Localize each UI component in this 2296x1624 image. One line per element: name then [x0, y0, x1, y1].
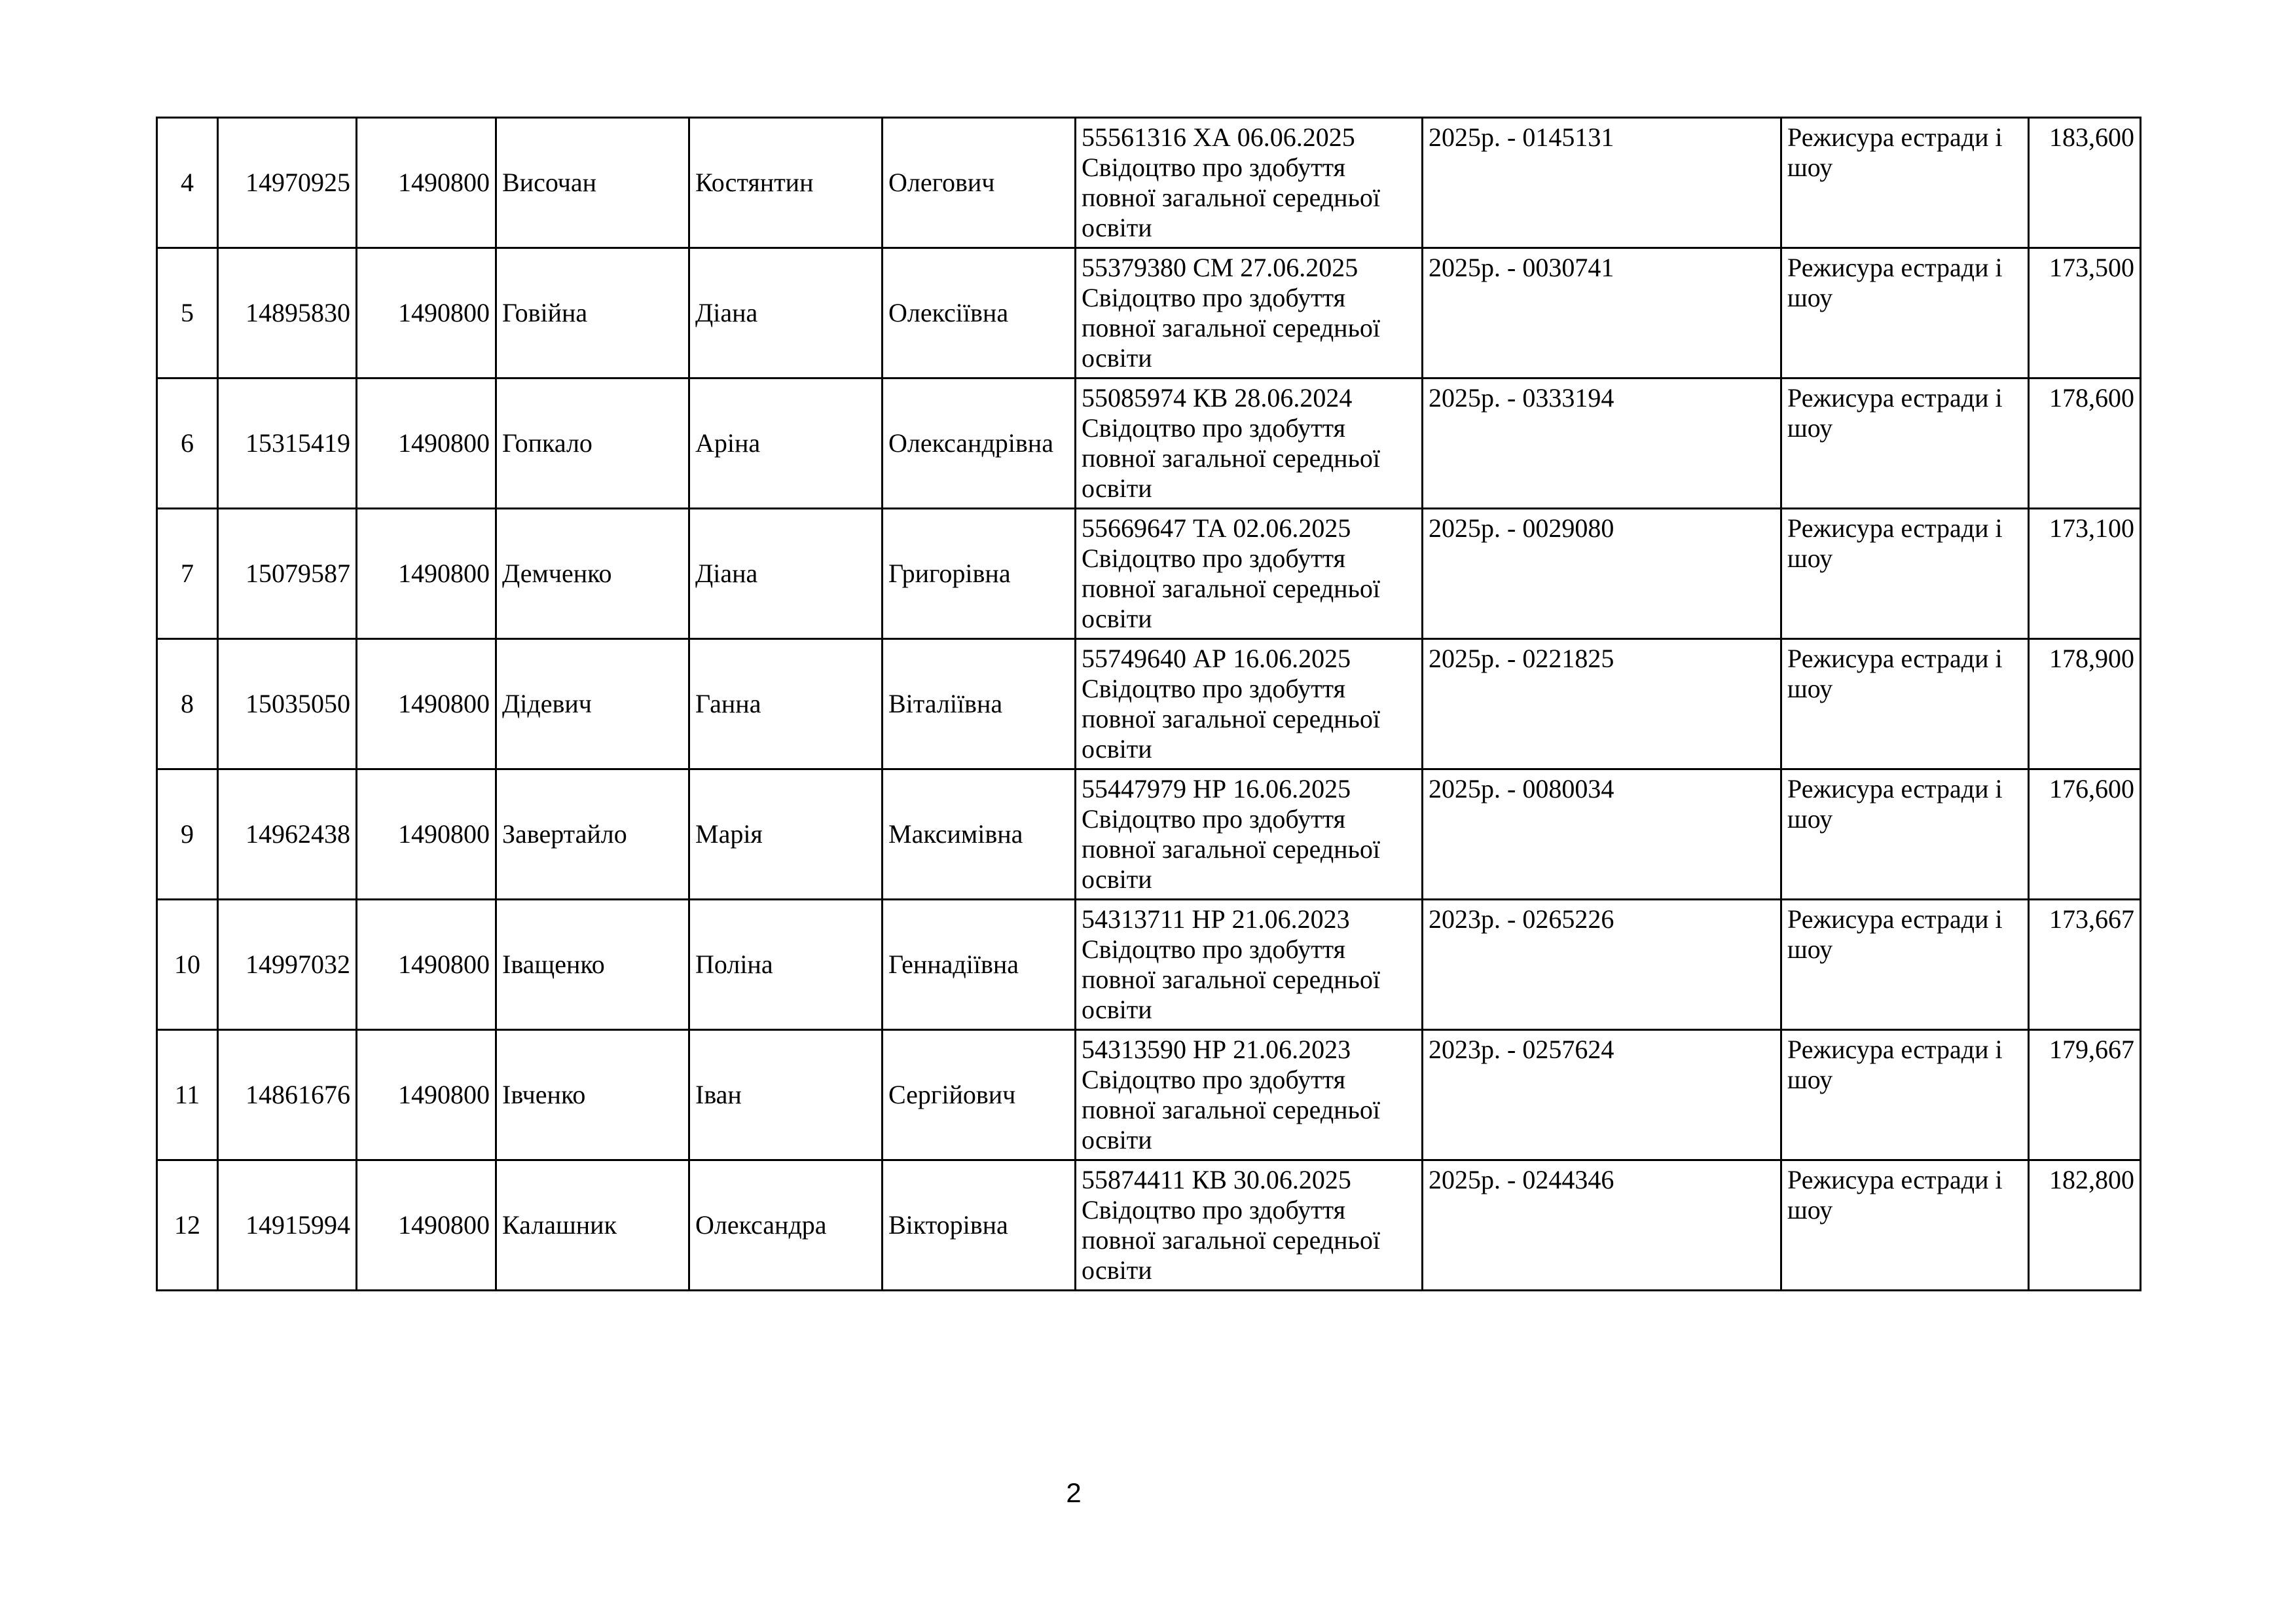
program-code: 1490800 — [357, 1030, 496, 1160]
certificate-number: 54313590 НР 21.06.2023 — [1082, 1035, 1351, 1064]
competitive-score: 173,500 — [2029, 248, 2141, 378]
certificate-type: Свідоцтво про здобуття повної загальної середньої освіти — [1082, 413, 1380, 503]
competitive-score: 179,667 — [2029, 1030, 2141, 1160]
certificate-number: 55085974 КВ 28.06.2024 — [1082, 383, 1353, 413]
exam-certificate: 2025р. - 0244346 — [1423, 1160, 1781, 1291]
applicant-id: 15079587 — [218, 509, 357, 639]
certificate-cell — [1076, 900, 1423, 1030]
first-name: Поліна — [689, 900, 883, 1030]
first-name: Марія — [689, 769, 883, 900]
competitive-score: 182,800 — [2029, 1160, 2141, 1291]
certificate-cell — [1076, 248, 1423, 378]
specialty: Режисура естради і шоу — [1781, 509, 2029, 639]
certificate-cell — [1076, 1030, 1423, 1160]
certificate-number: 55874411 КВ 30.06.2025 — [1082, 1165, 1351, 1194]
applicant-id: 14895830 — [218, 248, 357, 378]
specialty: Режисура естради і шоу — [1781, 900, 2029, 1030]
applicant-id: 14962438 — [218, 769, 357, 900]
exam-certificate: 2025р. - 0030741 — [1423, 248, 1781, 378]
row-number: 11 — [157, 1030, 218, 1160]
program-code: 1490800 — [357, 248, 496, 378]
middle-name: Олексіївна — [883, 248, 1076, 378]
competitive-score: 173,667 — [2029, 900, 2141, 1030]
program-code: 1490800 — [357, 118, 496, 248]
certificate-cell — [1076, 118, 1423, 248]
competitive-score: 178,600 — [2029, 378, 2141, 509]
middle-name: Геннадіївна — [883, 900, 1076, 1030]
specialty: Режисура естради і шоу — [1781, 248, 2029, 378]
certificate-number: 54313711 НР 21.06.2023 — [1082, 904, 1350, 934]
program-code: 1490800 — [357, 639, 496, 769]
exam-certificate: 2025р. - 0080034 — [1423, 769, 1781, 900]
specialty: Режисура естради і шоу — [1781, 769, 2029, 900]
last-name: Іващенко — [496, 900, 689, 1030]
certificate-cell — [1076, 378, 1423, 509]
table-row — [157, 118, 2141, 248]
certificate-type: Свідоцтво про здобуття повної загальної середньої освіти — [1082, 674, 1380, 764]
program-code: 1490800 — [357, 900, 496, 1030]
table-row — [157, 639, 2141, 769]
last-name: Говійна — [496, 248, 689, 378]
last-name: Калашник — [496, 1160, 689, 1291]
middle-name: Максимівна — [883, 769, 1076, 900]
specialty: Режисура естради і шоу — [1781, 639, 2029, 769]
applicant-id: 14861676 — [218, 1030, 357, 1160]
specialty: Режисура естради і шоу — [1781, 1030, 2029, 1160]
competitive-score: 176,600 — [2029, 769, 2141, 900]
certificate-number: 55749640 АР 16.06.2025 — [1082, 644, 1351, 673]
table-row — [157, 378, 2141, 509]
row-number: 7 — [157, 509, 218, 639]
last-name: Гопкало — [496, 378, 689, 509]
exam-certificate: 2025р. - 0221825 — [1423, 639, 1781, 769]
certificate-cell — [1076, 509, 1423, 639]
row-number: 5 — [157, 248, 218, 378]
certificate-cell — [1076, 639, 1423, 769]
table-body — [157, 118, 2141, 1291]
last-name: Дідевич — [496, 639, 689, 769]
last-name: Демченко — [496, 509, 689, 639]
exam-certificate: 2025р. - 0333194 — [1423, 378, 1781, 509]
applicants-table — [156, 117, 2141, 1291]
certificate-number: 55447979 НР 16.06.2025 — [1082, 774, 1351, 803]
applicant-id: 14970925 — [218, 118, 357, 248]
middle-name: Олегович — [883, 118, 1076, 248]
competitive-score: 178,900 — [2029, 639, 2141, 769]
first-name: Іван — [689, 1030, 883, 1160]
table-row — [157, 769, 2141, 900]
certificate-type: Свідоцтво про здобуття повної загальної середньої освіти — [1082, 804, 1380, 894]
middle-name: Григорівна — [883, 509, 1076, 639]
certificate-type: Свідоцтво про здобуття повної загальної середньої освіти — [1082, 153, 1380, 242]
middle-name: Олександрівна — [883, 378, 1076, 509]
table-row — [157, 248, 2141, 378]
specialty: Режисура естради і шоу — [1781, 378, 2029, 509]
exam-certificate: 2023р. - 0265226 — [1423, 900, 1781, 1030]
certificate-type: Свідоцтво про здобуття повної загальної середньої освіти — [1082, 283, 1380, 373]
page-number: 2 — [1066, 1477, 1082, 1508]
row-number: 8 — [157, 639, 218, 769]
certificate-type: Свідоцтво про здобуття повної загальної середньої освіти — [1082, 1195, 1380, 1285]
certificate-number: 55561316 ХА 06.06.2025 — [1082, 122, 1355, 152]
middle-name: Вікторівна — [883, 1160, 1076, 1291]
row-number: 12 — [157, 1160, 218, 1291]
applicant-id: 15315419 — [218, 378, 357, 509]
program-code: 1490800 — [357, 769, 496, 900]
certificate-cell — [1076, 1160, 1423, 1291]
certificate-type: Свідоцтво про здобуття повної загальної середньої освіти — [1082, 544, 1380, 633]
first-name: Костянтин — [689, 118, 883, 248]
first-name: Діана — [689, 248, 883, 378]
specialty: Режисура естради і шоу — [1781, 1160, 2029, 1291]
program-code: 1490800 — [357, 1160, 496, 1291]
row-number: 4 — [157, 118, 218, 248]
certificate-number: 55669647 ТА 02.06.2025 — [1082, 513, 1351, 543]
middle-name: Сергійович — [883, 1030, 1076, 1160]
last-name: Івченко — [496, 1030, 689, 1160]
table-row — [157, 1160, 2141, 1291]
exam-certificate: 2025р. - 0145131 — [1423, 118, 1781, 248]
applicant-id: 14997032 — [218, 900, 357, 1030]
table-row — [157, 509, 2141, 639]
certificate-type: Свідоцтво про здобуття повної загальної середньої освіти — [1082, 934, 1380, 1024]
first-name: Діана — [689, 509, 883, 639]
program-code: 1490800 — [357, 378, 496, 509]
last-name: Височан — [496, 118, 689, 248]
exam-certificate: 2025р. - 0029080 — [1423, 509, 1781, 639]
certificate-number: 55379380 СМ 27.06.2025 — [1082, 253, 1358, 282]
applicant-id: 14915994 — [218, 1160, 357, 1291]
last-name: Завертайло — [496, 769, 689, 900]
table-row — [157, 1030, 2141, 1160]
certificate-cell — [1076, 769, 1423, 900]
middle-name: Віталіївна — [883, 639, 1076, 769]
row-number: 9 — [157, 769, 218, 900]
row-number: 6 — [157, 378, 218, 509]
table-row — [157, 900, 2141, 1030]
row-number: 10 — [157, 900, 218, 1030]
competitive-score: 183,600 — [2029, 118, 2141, 248]
certificate-type: Свідоцтво про здобуття повної загальної середньої освіти — [1082, 1065, 1380, 1154]
program-code: 1490800 — [357, 509, 496, 639]
competitive-score: 173,100 — [2029, 509, 2141, 639]
first-name: Аріна — [689, 378, 883, 509]
exam-certificate: 2023р. - 0257624 — [1423, 1030, 1781, 1160]
specialty: Режисура естради і шоу — [1781, 118, 2029, 248]
first-name: Олександра — [689, 1160, 883, 1291]
applicant-id: 15035050 — [218, 639, 357, 769]
first-name: Ганна — [689, 639, 883, 769]
